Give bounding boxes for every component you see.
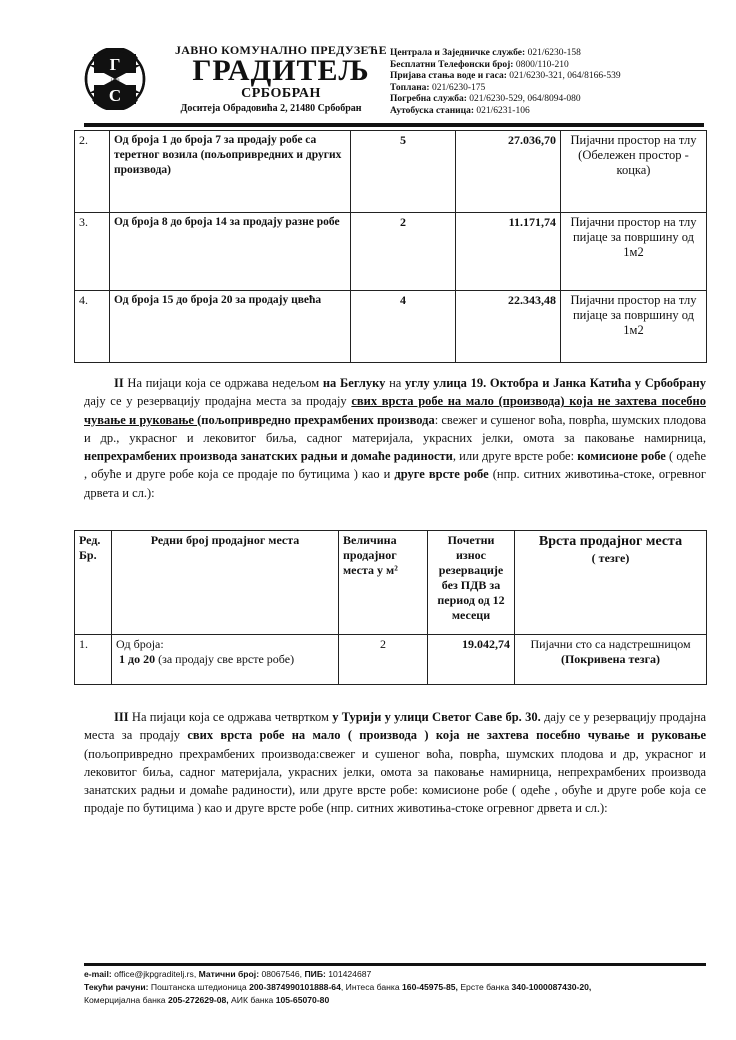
contact-line: Пријава стања воде и гаса: 021/6230-321, 064/8166-539	[390, 71, 621, 81]
svg-text:С: С	[108, 86, 122, 105]
footer-divider	[84, 963, 706, 966]
footer	[84, 968, 714, 1007]
contact-line: Топлана: 021/6230-175	[390, 82, 486, 93]
org-type: ЈАВНО КОМУНАЛНО ПРЕДУЗЕЋЕ	[175, 43, 387, 57]
org-address: Доситеја Обрадовића 2, 21480 Србобран	[180, 103, 362, 114]
section-2-paragraph: II На пијаци која се одржава недељом на Беглуку на углу улица 19. Октобра и Јанка Катића у Србобрану дају се у резервацију продајна места за продају свих врста робе на мало (производа) која не захтева посебно чување и руковање (пољопривредно прехрамбених производа: свежег и сушеног воћа, поврћа, шумских плодова и др., украсног и лековитог биља, садног материјала, украсних јелки, омота за паковање намирница, непрехрамбених производа занатских радњи и домаће радиности, или друге врсте робе: комисионе робе ( одеће , обуће и друге робе која се продаје по бутицима ) као и друге врсте робе (нпр. ситних животиња-стоке, огревног дрвета и сл.):	[84, 376, 707, 500]
contact-line: Погребна служба: 021/6230-529, 064/8094-080	[390, 94, 581, 104]
contact-line: Централа и Заједничке службе: 021/6230-158	[390, 48, 581, 58]
svg-text:1985: 1985	[110, 77, 120, 82]
stalls-table-2	[74, 530, 707, 685]
letterhead	[84, 44, 704, 122]
header-divider	[84, 123, 704, 127]
footer-line-3: Комерцијална банка 205-272629-08, АИК банка 105-65070-80	[84, 995, 330, 1005]
contact-list	[390, 48, 710, 117]
table-row: 2. Од броја 1 до броја 7 за продају робе са теретног возила (пољопривредних и других производа) 5 27.036,70 Пијачни простор на тлу (Обележен простор - коцка)	[75, 131, 707, 213]
table-row: 1. Од броја: 1 до 20 (за продају све врсте робе) 2 19.042,74 Пијачни сто са надстрешницом (Покривена тезга)	[75, 635, 707, 685]
svg-text:Г: Г	[109, 55, 121, 74]
table-row: 4. Од броја 15 до броја 20 за продају цвећа 4 22.343,48 Пијачни простор на тлу пијаце за површину од 1м2	[75, 291, 707, 363]
footer-line-1: e-mail: office@jkpgraditelj.rs, Матични број: 08067546, ПИБ: 101424687	[84, 969, 372, 979]
stalls-table-1	[74, 130, 707, 363]
table-row: 3. Од броја 8 до броја 14 за продају разне робе 2 11.171,74 Пијачни простор на тлу пијаце за површину од 1м2	[75, 213, 707, 291]
organization-block	[146, 44, 416, 116]
org-name: ГРАДИТЕЉ	[192, 54, 370, 87]
org-city: СРБОБРАН	[241, 86, 321, 101]
table-header-row: Ред. Бр. Редни број продајног места Величина продајног места у м² Почетни износ резервације без ПДВ за период од 12 месеци Врста продајног места ( тезге)	[75, 531, 707, 635]
footer-line-2: Текући рачуни: Поштанска штедионица 200-3874990101888-64, Интеса банка 160-45975-85, Ерсте банка 340-1000087430-20,	[84, 982, 592, 992]
company-logo-icon	[84, 48, 146, 110]
section-3-paragraph: III На пијаци која се одржава четвртком у Турији у улици Светог Саве бр. 30. дају се у резервацију продајна места за продају свих врста робе на мало ( производа ) која не захтева посебно чување и руковање (пољопривредно прехрамбених производа:свежег и сушеног воћа, поврћа, шумских плодова и др, украсног и лековитог биља, садног материјала, украсних јелки, омота за паковање намирница, непрехрамбених производа занатских радњи и домаће радиности), или друге врсте робе: комисионе робе ( одеће , обуће и друге робе која се продаје по бутицима ) као и друге врсте робе (нпр. ситних животиња-стоке огревног дрвета и сл.):	[84, 710, 706, 816]
contact-line: Аутобуска станица: 021/6231-106	[390, 105, 530, 116]
contact-line: Бесплатни Телефонски број: 0800/110-210	[390, 59, 569, 70]
